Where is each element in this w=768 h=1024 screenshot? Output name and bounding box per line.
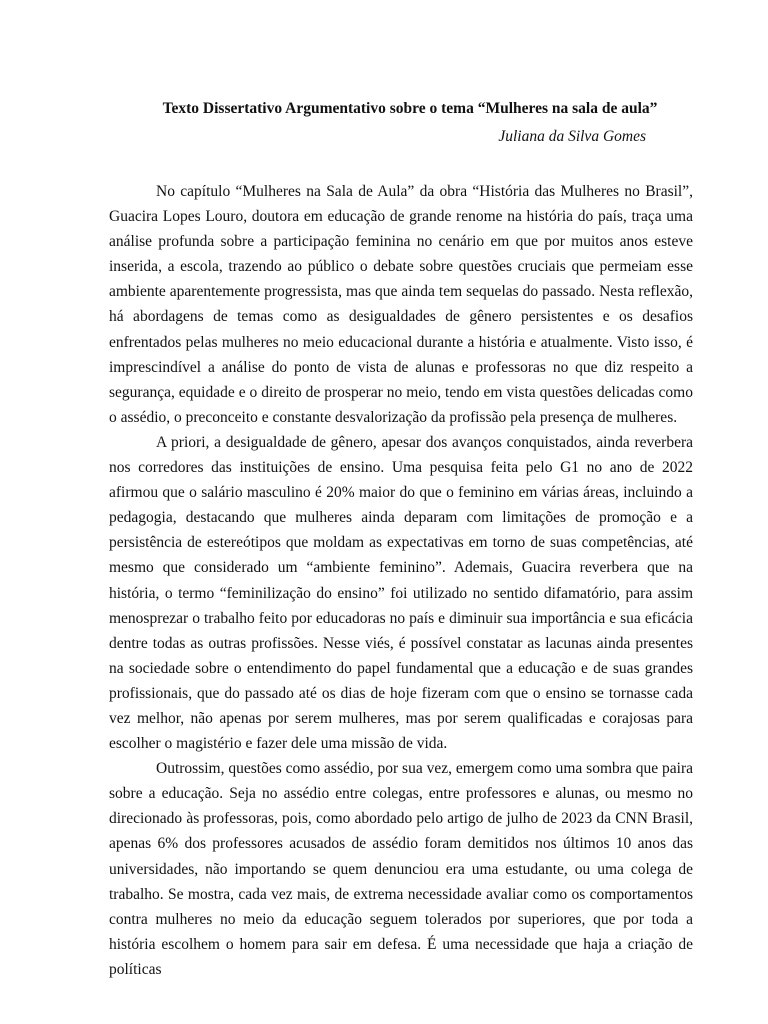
paragraph-harassment: Outrossim, questões como assédio, por sua vez, emergem como uma sombra que paira sobre a educação. Seja no assédio entre colegas, entre professores e alunas, ou mesmo no direcionado às professoras, pois, como abordado pelo artigo de julho de 2023 da CNN Brasil, apenas 6% dos professores acusados de assédio foram demitidos nos últimos 10 anos das universidades, não importando se quem denunciou era uma estudante, ou uma colega de trabalho. Se mostra, cada vez mais, de extrema necessidade avaliar como os comportamentos contra mulheres no meio da educação seguem tolerados por superiores, que por toda a história escolhem o homem para sair em defesa. É uma necessidade que haja a criação de políticas (109, 760, 693, 978)
paragraph-gender-inequality: A priori, a desigualdade de gênero, apesar dos avanços conquistados, ainda reverbera nos corredores das instituições de ensino. Uma pesquisa feita pelo G1 no ano de 2022 afirmou que o salário masculino é 20% maior do que o feminino em várias áreas, incluindo a pedagogia, destacando que mulheres ainda deparam com limitações de promoção e a persistência de estereótipos que moldam as expectativas em torno de suas competências, até mesmo que considerado um “ambiente feminino”. Ademais, Guacira reverbera que na história, o termo “feminilização do ensino” foi utilizado no sentido difamatório, para assim menosprezar o trabalho feito por educadoras no país e diminuir sua importância e sua eficácia dentre todas as outras profissões. Nesse viés, é possível constatar as lacunas ainda presentes na sociedade sobre o entendimento do papel fundamental que a educação e de suas grandes profissionais, que do passado até os dias de hoje fizeram com que o ensino se tornasse cada vez melhor, não apenas por serem mulheres, mas por serem qualificadas e corajosas para escolher o magistério e fazer dele uma missão de vida. (109, 433, 693, 753)
document-body (109, 179, 693, 982)
document-title: Texto Dissertativo Argumentativo sobre o tema “Mulheres na sala de aula” (162, 100, 658, 117)
author-name: Juliana da Silva Gomes (498, 128, 646, 145)
paragraph-intro: No capítulo “Mulheres na Sala de Aula” da obra “História das Mulheres no Brasil”, Guacira Lopes Louro, doutora em educação de grande renome na história do país, traça uma análise profunda sobre a participação feminina no cenário em que por muitos anos esteve inserida, a escola, trazendo ao público o debate sobre questões cruciais que permeiam esse ambiente aparentemente progressista, mas que ainda tem sequelas do passado. Nesta reflexão, há abordagens de temas como as desigualdades de gênero persistentes e os desafios enfrentados pelas mulheres no meio educacional durante a história e atualmente. Visto isso, é imprescindível a análise do ponto de vista de alunas e professoras no que diz respeito a segurança, equidade e o direito de prosperar no meio, tendo em vista questões delicadas como o assédio, o preconceito e constante desvalorização da profissão pela presença de mulheres. (109, 183, 693, 426)
